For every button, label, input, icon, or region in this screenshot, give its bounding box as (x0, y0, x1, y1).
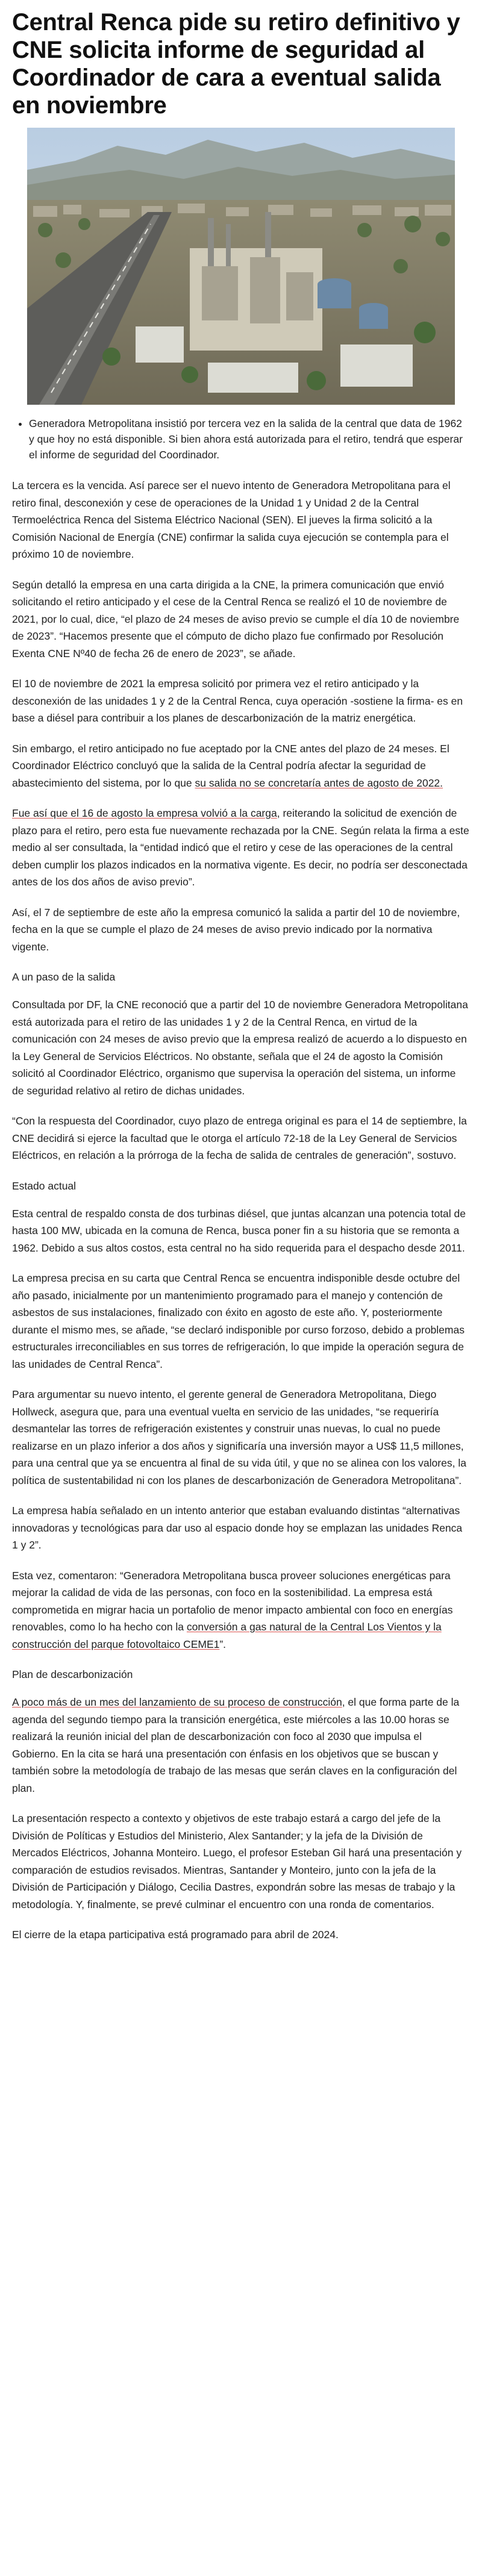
inline-link-16-agosto[interactable]: Fue así que el 16 de agosto la empresa volvió a la carga (12, 807, 277, 819)
article-paragraph: La empresa precisa en su carta que Central Renca se encuentra indisponible desde octubre del año pasado, inicialmente por un mantenimiento programado para el manejo y contención de asbestos de sus instalaciones, finalizado con éxito en agosto de este año. Y, posteriormente durante el mismo mes, se añade, “se declaró indisponible por curso forzoso, debido a problemas estructurales irreconciliables en sus torres de refrigeración, lo que impide la operación segura de las unidades de Central Renca”. (12, 1272, 465, 1370)
paragraph-text: Sin embargo, el retiro anticipado no fue aceptado por la CNE antes del plazo de 24 meses. El Coordinador Eléctrico concluyó que la salida de la Central podría afectar la seguridad de abastecimiento del sistema, por lo que (12, 742, 449, 789)
section-heading: Plan de descarbonización (12, 1668, 133, 1680)
article-paragraph: El 10 de noviembre de 2021 la empresa solicitó por primera vez el retiro anticipado y la desconexión de las unidades 1 y 2 de la Central Renca, cuya operación -sostiene la firma- es en base a diésel para contribuir a los planes de descarbonización de la matriz energética. (12, 678, 463, 724)
article-paragraph: La presentación respecto a contexto y objetivos de este trabajo estará a cargo del jefe de la División de Políticas y Estudios del Ministerio, Alex Santander; y la jefa de la División de Mercados Eléctricos, Johanna Monteiro. Luego, el profesor Esteban Gil hará una presentación y comparación de estudios revisados. Mientras, Santander y Monteiro, junto con la jefa de la División de Participación y Diálogo, Cecilia Dastres, expondrán sobre las mesas de trabajo y la metodología. Y, finalmente, se prevé culminar el encuentro con una ronda de comentarios. (12, 1812, 462, 1910)
article-paragraph: Consultada por DF, la CNE reconoció que a partir del 10 de noviembre Generadora Metropolitana está autorizada para el retiro de las unidades 1 y 2 de la Central Renca, en virtud de la comunicación con 24 meses de aviso previo que la empresa realizó de acuerdo a lo dispuesto en la Ley General de Servicios Eléctricos. No obstante, señala que el 24 de agosto la Comisión solicitó al Coordinador Eléctrico, organismo que supervisa la operación del sistema, un informe de seguridad relativo al retiro de dichas unidades. (12, 999, 468, 1097)
summary-bullet: • Generadora Metropolitana insistió por tercera vez en la salida de la central que data de 1962 y que hoy no está disponible. Si bien ahora está autorizada para el retiro, tendrá que esperar el informe de seguridad del Coordinador. (29, 416, 470, 463)
section-heading: Estado actual (12, 1179, 77, 1192)
hero-photo-power-plant (27, 128, 455, 405)
article-paragraph: Según detalló la empresa en una carta dirigida a la CNE, la primera comunicación que envió solicitando el retiro anticipado y el cese de la Central Renca se realizó el 10 de noviembre de 2021, por lo cual, dice, “el plazo de 24 meses de aviso previo se cumple el día 10 de noviembre de 2023”. “Hacemos presente que el cómputo de dicho plazo fue confirmado por Resolución Exenta CNE Nº40 de fecha 26 de enero de 2023”, se añade. (12, 578, 460, 660)
article-paragraph: “Con la respuesta del Coordinador, cuyo plazo de entrega original es para el 14 de septiembre, la CNE decidirá si ejerce la facultad que le otorga el artículo 72-18 de la Ley General de Servicios Eléctricos, en relación a la prórroga de la fecha de salida de centrales de generación”, sostuvo. (12, 1115, 467, 1161)
paragraph-text: ”. (219, 1638, 227, 1650)
inline-link-salida-agosto-2022[interactable]: su salida no se concretaría antes de agosto de 2022. (195, 776, 443, 789)
article-paragraph: El cierre de la etapa participativa está programado para abril de 2024. (12, 1929, 339, 1941)
paragraph-text: , el que forma parte de la agenda del segundo tiempo para la transición energética, este miércoles a las 10.00 horas se realizará la reunión inicial del plan de descarbonización con foco al 2030 que impulsa el Gobierno. En la cita se hará una presentación con énfasis en los objetivos que se buscan y también sobre la metodología de trabajo de las mesas que serán claves en la configuración del plan. (12, 1696, 460, 1794)
inline-link-proceso-construccion[interactable]: A poco más de un mes del lanzamiento de su proceso de construcción (12, 1696, 342, 1708)
article-paragraph: Así, el 7 de septiembre de este año la empresa comunicó la salida a partir del 10 de noviembre, fecha en la que se cumple el plazo de 24 meses de aviso previo indicado por la normativa vigente. (12, 906, 460, 953)
paragraph-text: Esta vez, comentaron: “Generadora Metropolitana busca proveer soluciones energéticas para mejorar la calidad de vida de las personas, con foco en la sostenibilidad. La empresa está comprometida en migrar hacia un portafolio de menor impacto ambiental con foco en energías renovables, como lo ha hecho con la (12, 1569, 453, 1633)
article-paragraph (12, 1567, 470, 1653)
article-paragraph: Para argumentar su nuevo intento, el gerente general de Generadora Metropolitana, Diego Hollweck, asegura que, para una eventual vuelta en servicio de las unidades, “se requeriría desmantelar las torres de refrigeración existentes y construir unas nuevas, lo cual no puede realizarse en un plazo inferior a dos años y significaría una inversión mayor a US$ 11,5 millones, para una central que ya se encuentra al final de su vida útil, y que no se alinea con los valores, la política de sustentabilidad ni con los planes de descarbonización de Generadora Metropolitana”. (12, 1388, 466, 1486)
article-paragraph (12, 740, 470, 792)
article-paragraph: La tercera es la vencida. Así parece ser el nuevo intento de Generadora Metropolitana para el retiro final, desconexión y cese de operaciones de la Unidad 1 y Unidad 2 de la Central Termoeléctrica Renca del Sistema Eléctrico Nacional (SEN). El jueves la firma solicitó a la Comisión Nacional de Energía (CNE) confirmar la salida cuya ejecución se contempla para el próximo 10 de noviembre. (12, 479, 451, 560)
inline-link-los-vientos-ceme1[interactable]: conversión a gas natural de la Central Los Vientos y la construcción del parque fotovoltaico CEME1 (12, 1621, 442, 1650)
article-paragraph (12, 1694, 470, 1797)
section-heading: A un paso de la salida (12, 971, 116, 983)
article-headline: Central Renca pide su retiro definitivo y CNE solicita informe de seguridad al Coordinador de cara a eventual salida en noviembre (12, 9, 460, 119)
article-paragraph: La empresa había señalado en un intento anterior que estaban evaluando distintas “alternativas innovadoras y tecnológicas para dar uso al espacio donde hoy se emplazan las unidades Renca 1 y 2”. (12, 1505, 463, 1551)
summary-bullets (12, 416, 470, 463)
paragraph-text: , reiterando la solicitud de exención de plazo para el retiro, pero esta fue nuevamente rechazada por la CNE. Según relata la firma a este medio al ser consultada, la “entidad indicó que el retiro y cese de las operaciones de la central deben cumplir los plazos indicados en la normativa vigente. Es decir, no podría ser desconectada antes de los dos años de aviso previo”. (12, 807, 469, 888)
article-paragraph (12, 805, 470, 891)
article-paragraph: Esta central de respaldo consta de dos turbinas diésel, que juntas alcanzan una potencia total de hasta 100 MW, ubicada en la comuna de Renca, busca poner fin a su historia que se remonta a 1962. Debido a sus altos costos, esta central no ha sido requerida para el despacho desde 2011. (12, 1207, 466, 1254)
